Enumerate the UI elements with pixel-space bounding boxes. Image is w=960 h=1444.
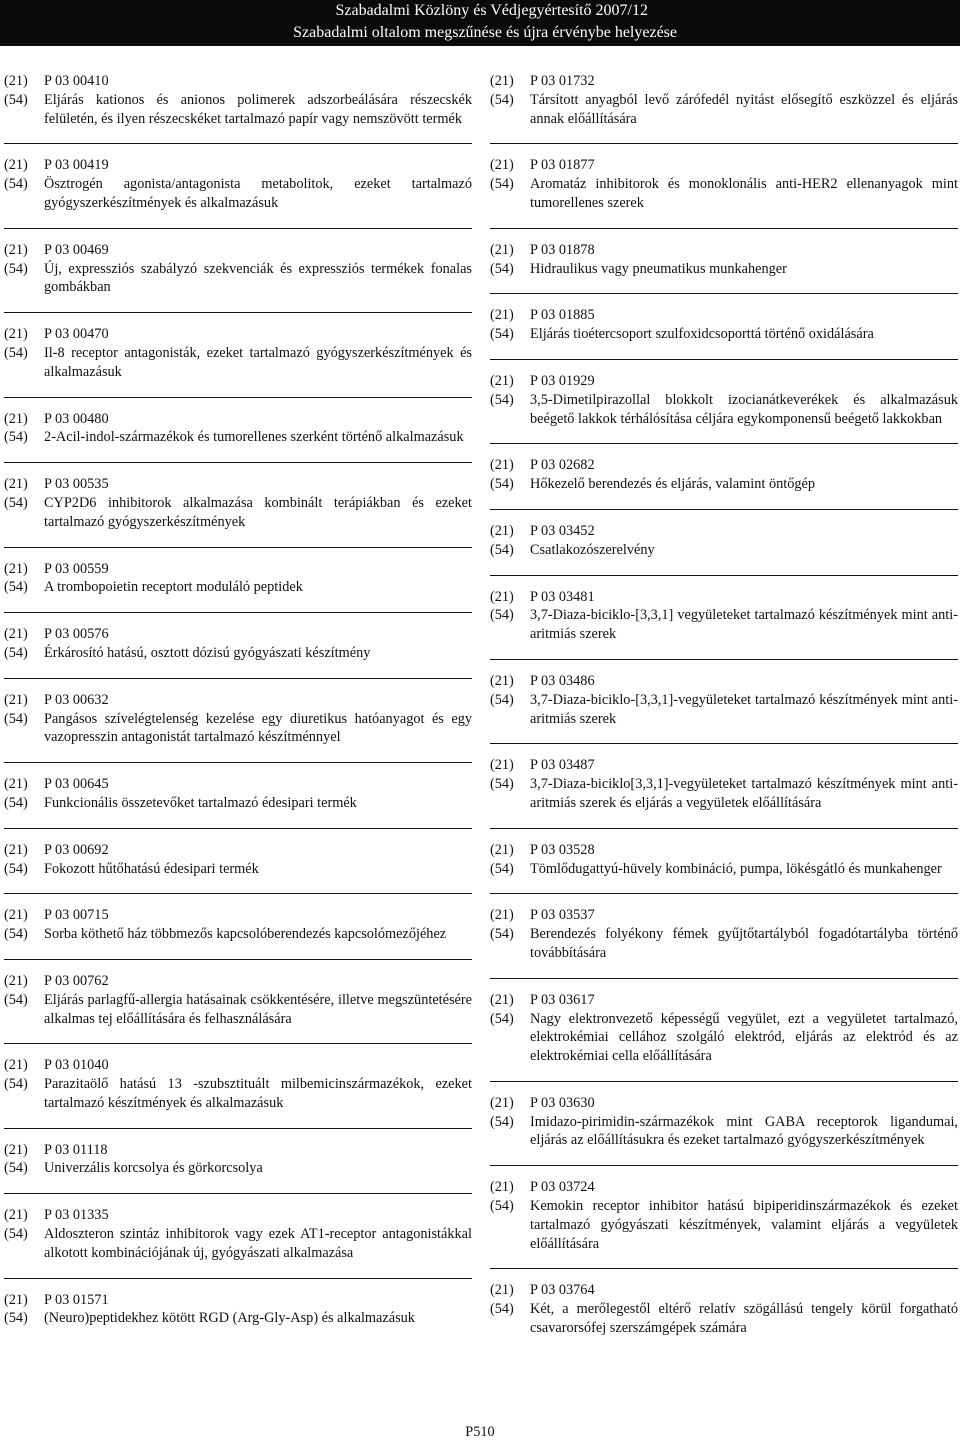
entry-separator <box>4 312 472 313</box>
journal-title: Szabadalmi Közlöny és Védjegyértesítő 2007/12 <box>335 2 648 19</box>
patent-entry <box>490 522 958 560</box>
application-number: P 03 00419 <box>44 157 109 174</box>
inid-code-21: (21) <box>490 841 514 858</box>
application-number: P 03 03724 <box>530 1179 595 1196</box>
inid-code-54: (54) <box>490 260 514 277</box>
invention-title: CYP2D6 inhibitorok alkalmazása kombinált terápiákban és ezeket tartalmazó gyógyszerkészítmények <box>44 494 472 530</box>
invention-title: Kemokin receptor inhibitor hatású bipiperidinszármazékok és ezeket tartalmazó gyógyászati készítmények, valamint eljárás a vegyületek előállítására <box>530 1198 958 1252</box>
inid-code-21: (21) <box>4 157 28 174</box>
inid-code-21: (21) <box>490 672 514 689</box>
entry-separator <box>490 1081 958 1082</box>
entry-separator <box>490 575 958 576</box>
inid-code-54: (54) <box>4 494 28 511</box>
inid-code-54: (54) <box>4 1160 28 1177</box>
inid-code-21: (21) <box>4 776 28 793</box>
patent-entry <box>490 756 958 812</box>
inid-code-54: (54) <box>490 391 514 408</box>
patent-entry <box>4 241 472 297</box>
application-number: P 03 00535 <box>44 476 109 493</box>
inid-code-21: (21) <box>4 73 28 89</box>
page-number: P510 <box>465 1424 495 1440</box>
inid-code-54: (54) <box>490 607 514 624</box>
inid-code-54: (54) <box>490 1010 514 1027</box>
inid-code-54: (54) <box>4 926 28 943</box>
invention-title: Csatlakozószerelvény <box>530 541 655 558</box>
inid-code-54: (54) <box>490 91 514 108</box>
inid-code-21: (21) <box>490 372 514 389</box>
inid-code-54: (54) <box>490 541 514 558</box>
inid-code-54: (54) <box>490 1113 514 1130</box>
entry-separator <box>4 1278 472 1279</box>
entry-separator <box>4 462 472 463</box>
application-number: P 03 00692 <box>44 841 109 858</box>
patent-entry <box>4 841 472 879</box>
invention-title: Hidraulikus vagy pneumatikus munkahenger <box>530 260 787 277</box>
application-number: P 03 01571 <box>44 1291 109 1308</box>
inid-code-21: (21) <box>4 626 28 643</box>
inid-code-54: (54) <box>490 860 514 877</box>
inid-code-21: (21) <box>4 326 28 343</box>
entry-separator <box>4 762 472 763</box>
entry-separator <box>4 612 472 613</box>
inid-code-54: (54) <box>490 776 514 793</box>
entry-separator <box>4 1193 472 1194</box>
inid-code-21: (21) <box>4 241 28 258</box>
inid-code-21: (21) <box>4 410 28 427</box>
patent-entry <box>490 1178 958 1253</box>
entry-separator <box>490 978 958 979</box>
inid-code-54: (54) <box>4 860 28 877</box>
entry-separator <box>4 893 472 894</box>
inid-code-54: (54) <box>490 326 514 343</box>
entry-separator <box>4 678 472 679</box>
left-column <box>4 72 472 1328</box>
invention-title: Nagy elektronvezető képességű vegyület, ezt a vegyületet tartalmazó, elektrokémiai cellához szolgáló elektród, eljárás az elektród és az elektrokémiai cella előállítására <box>530 1010 958 1065</box>
inid-code-21: (21) <box>4 1141 28 1158</box>
invention-title: Két, a merőlegestől eltérő relatív szögállású tengely körül forgatható csavarorsófej szerszámgépek számára <box>530 1301 958 1337</box>
inid-code-21: (21) <box>490 73 514 89</box>
inid-code-54: (54) <box>490 691 514 708</box>
inid-code-21: (21) <box>4 1207 28 1224</box>
application-number: P 03 01040 <box>44 1057 109 1074</box>
right-column <box>490 72 958 1338</box>
application-number: P 03 00480 <box>44 410 109 427</box>
application-number: P 03 00632 <box>44 691 109 708</box>
invention-title: Fokozott hűtőhatású édesipari termék <box>44 860 259 877</box>
inid-code-21: (21) <box>490 1282 514 1299</box>
patent-entry <box>490 372 958 428</box>
application-number: P 03 00576 <box>44 626 109 643</box>
inid-code-21: (21) <box>4 691 28 708</box>
invention-title: Új, expressziós szabályzó szekvenciák és expressziós termékek fonalas gombákban <box>44 260 472 296</box>
inid-code-54: (54) <box>4 991 28 1008</box>
patent-entry <box>4 1206 472 1262</box>
patent-entry <box>490 588 958 644</box>
inid-code-54: (54) <box>4 1310 28 1327</box>
invention-title: Aromatáz inhibitorok és monoklonális anti-HER2 ellenanyagok mint tumorellenes szerek <box>530 176 958 211</box>
patent-entry <box>490 906 958 962</box>
inid-code-21: (21) <box>490 241 514 258</box>
application-number: P 03 03487 <box>530 757 595 774</box>
application-number: P 03 01885 <box>530 307 595 324</box>
application-number: P 03 00645 <box>44 776 109 793</box>
patent-entry <box>490 306 958 344</box>
patent-entry <box>4 625 472 663</box>
inid-code-54: (54) <box>4 794 28 811</box>
application-number: P 03 03528 <box>530 841 595 858</box>
patent-entry <box>490 1094 958 1150</box>
inid-code-21: (21) <box>4 972 28 989</box>
entry-separator <box>490 1165 958 1166</box>
patent-entry <box>4 972 472 1028</box>
invention-title: 3,7-Diaza-biciklo-[3,3,1]-vegyületeket tartalmazó készítmények mint anti-aritmiás szerek <box>530 691 958 727</box>
invention-title: 2-Acil-indol-származékok és tumorellenes szerként történő alkalmazásuk <box>44 429 464 446</box>
patent-entry <box>4 156 472 212</box>
application-number: P 03 03537 <box>530 907 595 924</box>
invention-title: 3,7-Diaza-biciklo[3,3,1]-vegyületeket tartalmazó készítmények mint anti-aritmiás szerek és eljárás a vegyületek előállítására <box>530 776 958 811</box>
patent-entry <box>4 775 472 813</box>
invention-title: Imidazo-pirimidin-származékok mint GABA receptorok ligandumai, eljárás az előállításukra és ezeket tartalmazó gyógyszerkészítmények <box>530 1113 958 1149</box>
patent-entry <box>4 906 472 944</box>
inid-code-21: (21) <box>490 907 514 924</box>
patent-entry <box>4 475 472 531</box>
invention-title: 3,7-Diaza-biciklo-[3,3,1] vegyületeket tartalmazó készítmények mint anti-aritmiás szerek <box>530 607 958 643</box>
patent-entry <box>4 410 472 448</box>
section-title: Szabadalmi oltalom megszűnése és újra érvénybe helyezése <box>293 24 677 41</box>
entry-separator <box>4 828 472 829</box>
invention-title: Pangásos szívelégtelenség kezelése egy diuretikus hatóanyagot és egy vazopresszin antagonistát tartalmazó készítménnyel <box>44 710 472 746</box>
inid-code-54: (54) <box>4 710 28 727</box>
entry-separator <box>4 1128 472 1129</box>
inid-code-21: (21) <box>490 1179 514 1196</box>
inid-code-21: (21) <box>4 476 28 493</box>
entry-separator <box>4 143 472 144</box>
application-number: P 03 03486 <box>530 672 595 689</box>
application-number: P 03 01878 <box>530 241 595 258</box>
entry-separator <box>490 293 958 294</box>
inid-code-54: (54) <box>4 176 28 193</box>
inid-code-54: (54) <box>4 344 28 361</box>
inid-code-21: (21) <box>490 588 514 605</box>
entry-separator <box>490 893 958 894</box>
patent-entry <box>4 325 472 381</box>
inid-code-21: (21) <box>490 1094 514 1111</box>
application-number: P 03 00762 <box>44 972 109 989</box>
invention-title: Parazitaölő hatású 13 -szubsztituált milbemicinszármazékok, ezeket tartalmazó készítmények és alkalmazásuk <box>44 1076 472 1111</box>
invention-title: Aldoszteron szintáz inhibitorok vagy ezek AT1-receptor antagonistákkal alkotott kombinációjának új, gyógyászati alkalmazása <box>44 1226 472 1261</box>
application-number: P 03 03764 <box>530 1282 595 1299</box>
entry-separator <box>4 397 472 398</box>
entry-separator <box>4 228 472 229</box>
inid-code-21: (21) <box>490 991 514 1008</box>
patent-entry <box>4 691 472 747</box>
invention-title: 3,5-Dimetilpirazollal blokkolt izocianátkeverékek és alkalmazásuk beégető lakkok térhálósítása céljára egykomponensű beégető lakkokban <box>530 391 958 427</box>
entry-separator <box>4 959 472 960</box>
application-number: P 03 00470 <box>44 326 109 343</box>
entry-separator <box>490 743 958 744</box>
invention-title: Sorba köthető ház többmezős kapcsolóberendezés kapcsolómezőjéhez <box>44 926 447 943</box>
patent-entry <box>4 560 472 598</box>
inid-code-21: (21) <box>490 457 514 474</box>
invention-title: (Neuro)peptidekhez kötött RGD (Arg-Gly-Asp) és alkalmazásuk <box>44 1310 415 1327</box>
inid-code-54: (54) <box>4 260 28 277</box>
entry-separator <box>490 359 958 360</box>
patent-entry <box>4 1056 472 1112</box>
patent-entry <box>4 1291 472 1329</box>
patent-entry <box>490 156 958 212</box>
entry-separator <box>490 228 958 229</box>
patent-entry <box>490 241 958 279</box>
patent-entry <box>490 72 958 128</box>
patent-entry <box>490 456 958 494</box>
entry-separator <box>4 547 472 548</box>
invention-title: Berendezés folyékony fémek gyűjtőtartályból fogadótartályba történő továbbítására <box>530 926 958 961</box>
application-number: P 03 01732 <box>530 73 595 89</box>
inid-code-21: (21) <box>490 157 514 174</box>
application-number: P 03 00410 <box>44 73 109 89</box>
application-number: P 03 03630 <box>530 1094 595 1111</box>
inid-code-54: (54) <box>490 476 514 493</box>
inid-code-21: (21) <box>4 841 28 858</box>
invention-title: Hőkezelő berendezés és eljárás, valamint öntőgép <box>530 476 816 493</box>
invention-title: Il-8 receptor antagonisták, ezeket tartalmazó gyógyszerkészítmények és alkalmazásuk <box>44 344 472 380</box>
patent-entry <box>4 1141 472 1179</box>
invention-title: Eljárás parlagfű-allergia hatásainak csökkentésére, illetve megszüntetésére alkalmas tej előállítására és felhasználására <box>44 991 472 1027</box>
invention-title: Társított anyagból levő zárófedél nyitást elősegítő eszközzel és eljárás annak előállítására <box>530 91 958 127</box>
entry-separator <box>490 443 958 444</box>
application-number: P 03 03481 <box>530 588 595 605</box>
patent-entry <box>490 1281 958 1337</box>
invention-title: Érkárosító hatású, osztott dózisú gyógyászati készítmény <box>44 644 371 661</box>
application-number: P 03 01335 <box>44 1207 109 1224</box>
inid-code-54: (54) <box>4 1226 28 1243</box>
invention-title: Tömlődugattyú-hüvely kombináció, pumpa, lökésgátló és munkahenger <box>530 860 942 877</box>
application-number: P 03 02682 <box>530 457 595 474</box>
inid-code-54: (54) <box>4 579 28 596</box>
inid-code-21: (21) <box>490 307 514 324</box>
invention-title: A trombopoietin receptort moduláló peptidek <box>44 579 303 596</box>
invention-title: Eljárás tioétercsoport szulfoxidcsoporttá történő oxidálására <box>530 326 874 343</box>
entry-separator <box>490 143 958 144</box>
invention-title: Ösztrogén agonista/antagonista metabolitok, ezeket tartalmazó gyógyszerkészítmények és alkalmazásuk <box>44 176 472 211</box>
patent-entry <box>4 72 472 128</box>
application-number: P 03 00559 <box>44 560 109 577</box>
inid-code-21: (21) <box>4 560 28 577</box>
application-number: P 03 01877 <box>530 157 595 174</box>
page-header <box>0 0 960 46</box>
inid-code-21: (21) <box>4 907 28 924</box>
entry-separator <box>490 659 958 660</box>
inid-code-54: (54) <box>4 91 28 108</box>
invention-title: Funkcionális összetevőket tartalmazó édesipari termék <box>44 794 357 811</box>
inid-code-21: (21) <box>490 522 514 539</box>
entry-separator <box>490 1268 958 1269</box>
patent-entry <box>490 841 958 879</box>
inid-code-54: (54) <box>490 1301 514 1318</box>
invention-title: Eljárás kationos és anionos polimerek adszorbeálására részecskék felületén, és ilyen részecskéket tartalmazó papír vagy nemszövött termék <box>44 91 472 127</box>
application-number: P 03 01118 <box>44 1141 108 1158</box>
application-number: P 03 03617 <box>530 991 595 1008</box>
inid-code-21: (21) <box>490 757 514 774</box>
inid-code-54: (54) <box>4 1076 28 1093</box>
inid-code-21: (21) <box>4 1057 28 1074</box>
application-number: P 03 00469 <box>44 241 109 258</box>
application-number: P 03 00715 <box>44 907 109 924</box>
inid-code-54: (54) <box>490 1198 514 1215</box>
inid-code-54: (54) <box>490 176 514 193</box>
entry-separator <box>490 828 958 829</box>
patent-entry <box>490 672 958 728</box>
inid-code-54: (54) <box>490 926 514 943</box>
inid-code-54: (54) <box>4 429 28 446</box>
entry-separator <box>490 509 958 510</box>
patent-entry <box>490 991 958 1066</box>
application-number: P 03 03452 <box>530 522 595 539</box>
inid-code-21: (21) <box>4 1291 28 1308</box>
inid-code-54: (54) <box>4 644 28 661</box>
application-number: P 03 01929 <box>530 372 595 389</box>
entry-separator <box>4 1043 472 1044</box>
invention-title: Univerzális korcsolya és görkorcsolya <box>44 1160 263 1177</box>
